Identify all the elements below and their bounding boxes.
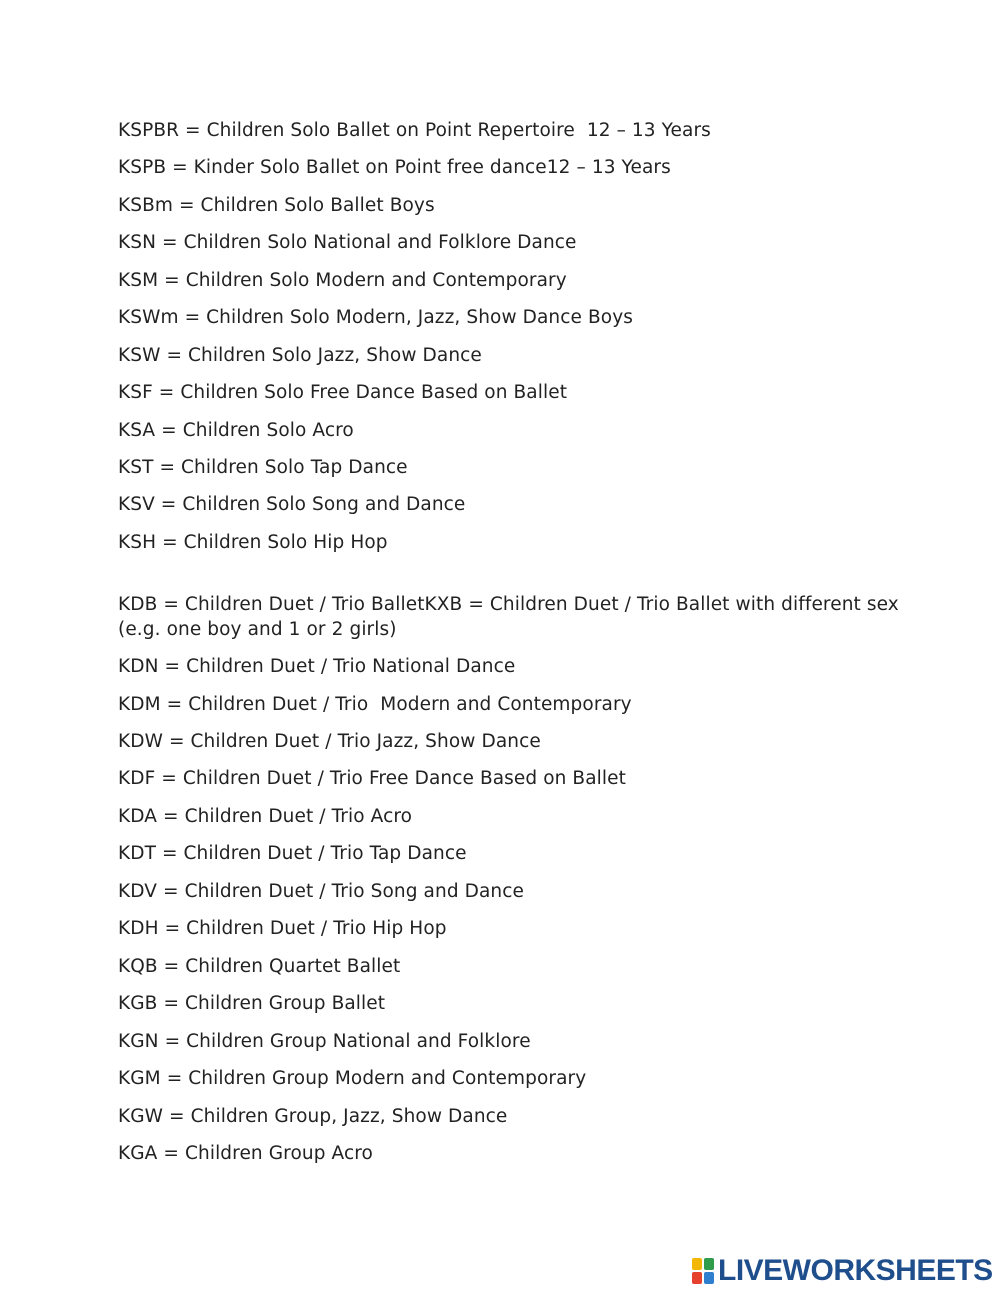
logo-square-icon <box>704 1258 714 1270</box>
category-line: KDV = Children Duet / Trio Song and Dance <box>118 881 525 902</box>
category-line: KSW = Children Solo Jazz, Show Dance <box>118 345 482 366</box>
category-line: KSA = Children Solo Acro <box>118 420 354 441</box>
category-line: KGA = Children Group Acro <box>118 1143 373 1164</box>
category-line: KDW = Children Duet / Trio Jazz, Show Dance <box>118 731 541 752</box>
category-line: KGM = Children Group Modern and Contemporary <box>118 1068 587 1089</box>
category-line: KSM = Children Solo Modern and Contemporary <box>118 270 567 291</box>
logo-square-icon <box>692 1272 702 1284</box>
category-line: KDA = Children Duet / Trio Acro <box>118 806 413 827</box>
category-line: KSH = Children Solo Hip Hop <box>118 532 388 553</box>
liveworksheets-logo <box>692 1254 993 1288</box>
category-line: KSF = Children Solo Free Dance Based on Ballet <box>118 382 568 403</box>
category-line: KSBm = Children Solo Ballet Boys <box>118 195 435 216</box>
logo-square-icon <box>704 1272 714 1284</box>
category-line: KSWm = Children Solo Modern, Jazz, Show Dance Boys <box>118 307 633 328</box>
category-line: KDM = Children Duet / Trio Modern and Contemporary <box>118 694 632 715</box>
category-line: KDT = Children Duet / Trio Tap Dance <box>118 843 467 864</box>
category-line: KST = Children Solo Tap Dance <box>118 457 408 478</box>
category-line: KQB = Children Quartet Ballet <box>118 956 401 977</box>
category-line: KSV = Children Solo Song and Dance <box>118 494 466 515</box>
category-line: KDF = Children Duet / Trio Free Dance Based on Ballet <box>118 768 626 789</box>
logo-text: LIVEWORKSHEETS <box>718 1254 993 1287</box>
category-line: KDH = Children Duet / Trio Hip Hop <box>118 918 447 939</box>
category-line: KDB = Children Duet / Trio BalletKXB = Children Duet / Trio Ballet with different sex (e.g. one boy and 1 or 2 girls) <box>118 594 899 640</box>
logo-square-icon <box>692 1258 702 1270</box>
category-line: KSPBR = Children Solo Ballet on Point Repertoire 12 – 13 Years <box>118 120 711 141</box>
logo-mark-icon <box>692 1258 714 1284</box>
category-line: KDN = Children Duet / Trio National Dance <box>118 656 516 677</box>
category-line: KGW = Children Group, Jazz, Show Dance <box>118 1106 508 1127</box>
category-line: KSN = Children Solo National and Folklore Dance <box>118 232 577 253</box>
category-line: KGB = Children Group Ballet <box>118 993 386 1014</box>
category-line: KGN = Children Group National and Folklore <box>118 1031 531 1052</box>
category-line: KSPB = Kinder Solo Ballet on Point free dance12 – 13 Years <box>118 157 671 178</box>
